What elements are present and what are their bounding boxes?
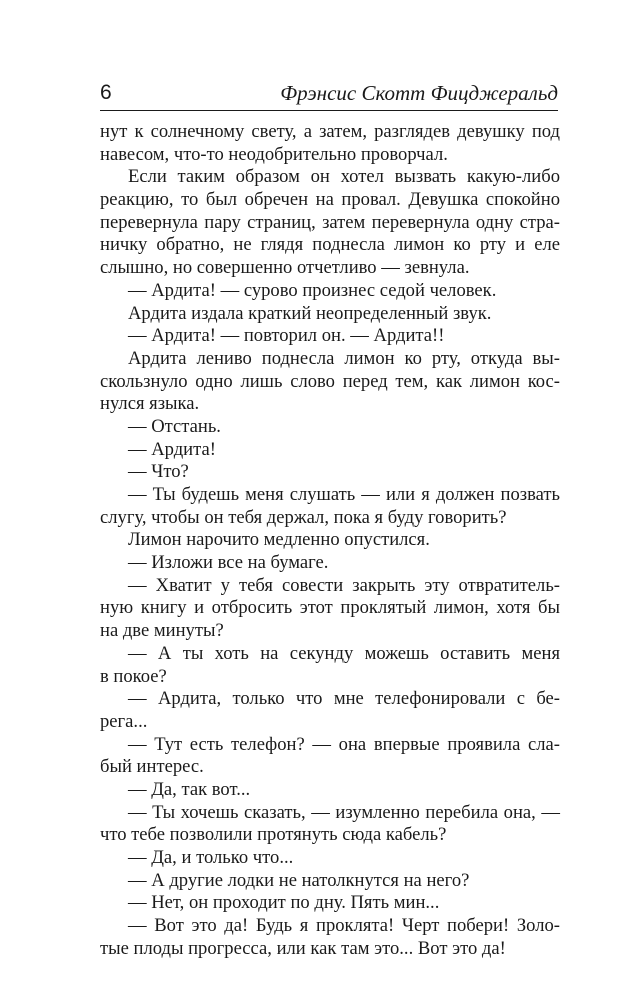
text-line: — Ардита! — сурово произнес седой человек. xyxy=(128,279,497,301)
text-line: рега... xyxy=(100,710,148,732)
text-line: бый интерес. xyxy=(100,756,204,778)
text-line: — Ты будешь меня слушать — или я должен позвать xyxy=(128,484,560,505)
text-line: что тебе позволили протянуть сюда кабель? xyxy=(100,824,447,846)
text-line: слугу, чтобы он тебя держал, пока я буду говорить? xyxy=(100,506,507,528)
text-line: в покое? xyxy=(100,665,167,687)
running-head xyxy=(100,80,558,106)
text-line: — Да, так вот... xyxy=(128,778,251,800)
text-line: тые плоды прогресса, или как там это... Вот это да! xyxy=(100,937,506,959)
body-text xyxy=(100,121,560,960)
text-line: — Вот это да! Будь я проклята! Черт побери! Золо- xyxy=(128,915,560,937)
text-line: — Отстань. xyxy=(128,415,221,437)
text-line: ничку обратно, не глядя поднесла лимон ко рту и еле xyxy=(100,234,560,256)
text-line: на две минуты? xyxy=(100,620,224,642)
header-rule xyxy=(100,110,558,111)
text-line: — Изложи все на бумаге. xyxy=(128,552,329,574)
text-line: — Тут есть телефон? — она впервые проявила сла- xyxy=(128,733,560,755)
text-line: реакцию, то был обречен на провал. Девушка спокойно xyxy=(100,189,560,211)
text-line: — Ты хочешь сказать, — изумленно перебила она, — xyxy=(128,801,560,823)
text-line: — Ардита! xyxy=(128,438,216,460)
text-line: — Нет, он проходит по дну. Пять мин... xyxy=(128,892,440,914)
text-line: — А ты хоть на секунду можешь оставить меня xyxy=(128,642,560,664)
text-line: скользнуло одно лишь слово перед тем, как лимон кос- xyxy=(100,370,560,392)
text-line: — Ардита, только что мне телефонировали с бе- xyxy=(128,688,560,710)
text-line: — Хватит у тебя совести закрыть эту отвратитель- xyxy=(128,574,560,596)
text-line: Лимон нарочито медленно опустился. xyxy=(128,529,430,551)
page-number: 6 xyxy=(100,81,112,104)
text-line: — Да, и только что... xyxy=(128,847,294,868)
text-line: перевернула пару страниц, затем перевернула одну стра- xyxy=(100,211,560,233)
text-line: ную книгу и отбросить этот проклятый лимон, хотя бы xyxy=(100,597,560,619)
text-line: — Что? xyxy=(128,461,189,483)
text-line: Ардита лениво поднесла лимон ко рту, откуда вы- xyxy=(128,347,560,369)
text-line: Если таким образом он хотел вызвать какую-либо xyxy=(128,166,560,188)
text-line: — А другие лодки не натолкнутся на него? xyxy=(128,869,470,891)
text-line: нут к солнечному свету, а затем, разглядев девушку под xyxy=(100,121,560,142)
text-line: слышно, но совершенно отчетливо — зевнула. xyxy=(100,257,470,279)
text-line: Ардита издала краткий неопределенный звук. xyxy=(128,302,492,324)
text-line: навесом, что-то неодобрительно проворчал. xyxy=(100,143,448,165)
text-line: нулся языка. xyxy=(100,393,200,415)
text-line: — Ардита! — повторил он. — Ардита!! xyxy=(128,325,445,347)
running-title: Фрэнсис Скотт Фицджеральд xyxy=(280,81,558,105)
